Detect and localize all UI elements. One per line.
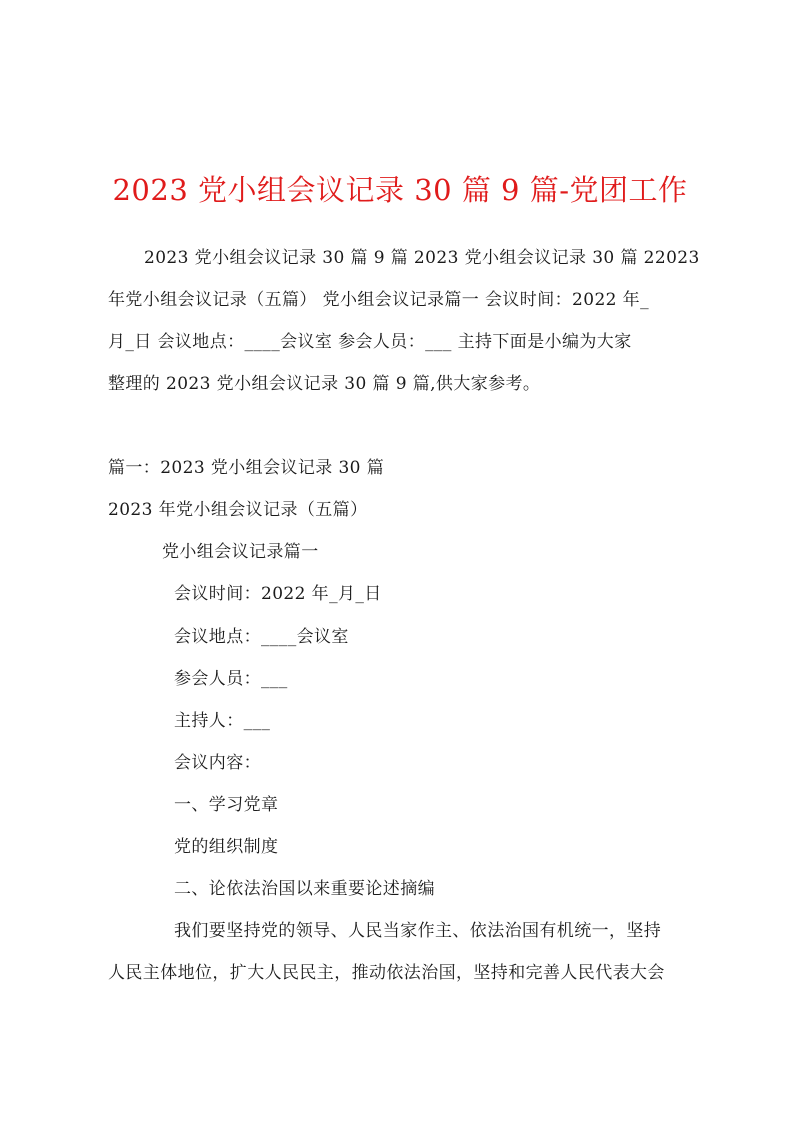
summary-line-1: 2023 党小组会议记录 30 篇 9 篇 2023 党小组会议记录 30 篇 22023: [144, 248, 700, 268]
summary-line-4: 整理的 2023 党小组会议记录 30 篇 9 篇,供大家参考。: [108, 374, 541, 394]
meeting-time: 会议时间：2022 年_月_日: [174, 584, 382, 604]
item-2: 二、论依法治国以来重要论述摘编: [174, 879, 435, 899]
record-title: 党小组会议记录篇一: [162, 542, 319, 562]
item-1: 一、学习党章: [174, 795, 279, 815]
item-1-sub: 党的组织制度: [174, 837, 279, 857]
body-line-2: 人民主体地位，扩大人民民主，推动依法治国，坚持和完善人民代表大会: [108, 963, 665, 983]
summary-line-3: 月_日 会议地点：____会议室 参会人员：___ 主持下面是小编为大家: [108, 332, 632, 352]
content-label: 会议内容：: [174, 753, 261, 773]
host: 主持人：___: [174, 711, 271, 731]
section-heading: 篇一：2023 党小组会议记录 30 篇: [108, 458, 385, 478]
section-subheading: 2023 年党小组会议记录（五篇）: [108, 500, 368, 520]
body-line-1: 我们要坚持党的领导、人民当家作主、依法治国有机统一，坚持: [174, 921, 662, 941]
attendees: 参会人员：___: [174, 669, 288, 689]
meeting-place: 会议地点：____会议室: [174, 627, 349, 647]
summary-line-2: 年党小组会议记录（五篇） 党小组会议记录篇一 会议时间：2022 年_: [108, 290, 649, 310]
document-title: 2023 党小组会议记录 30 篇 9 篇-党团工作: [112, 173, 688, 207]
